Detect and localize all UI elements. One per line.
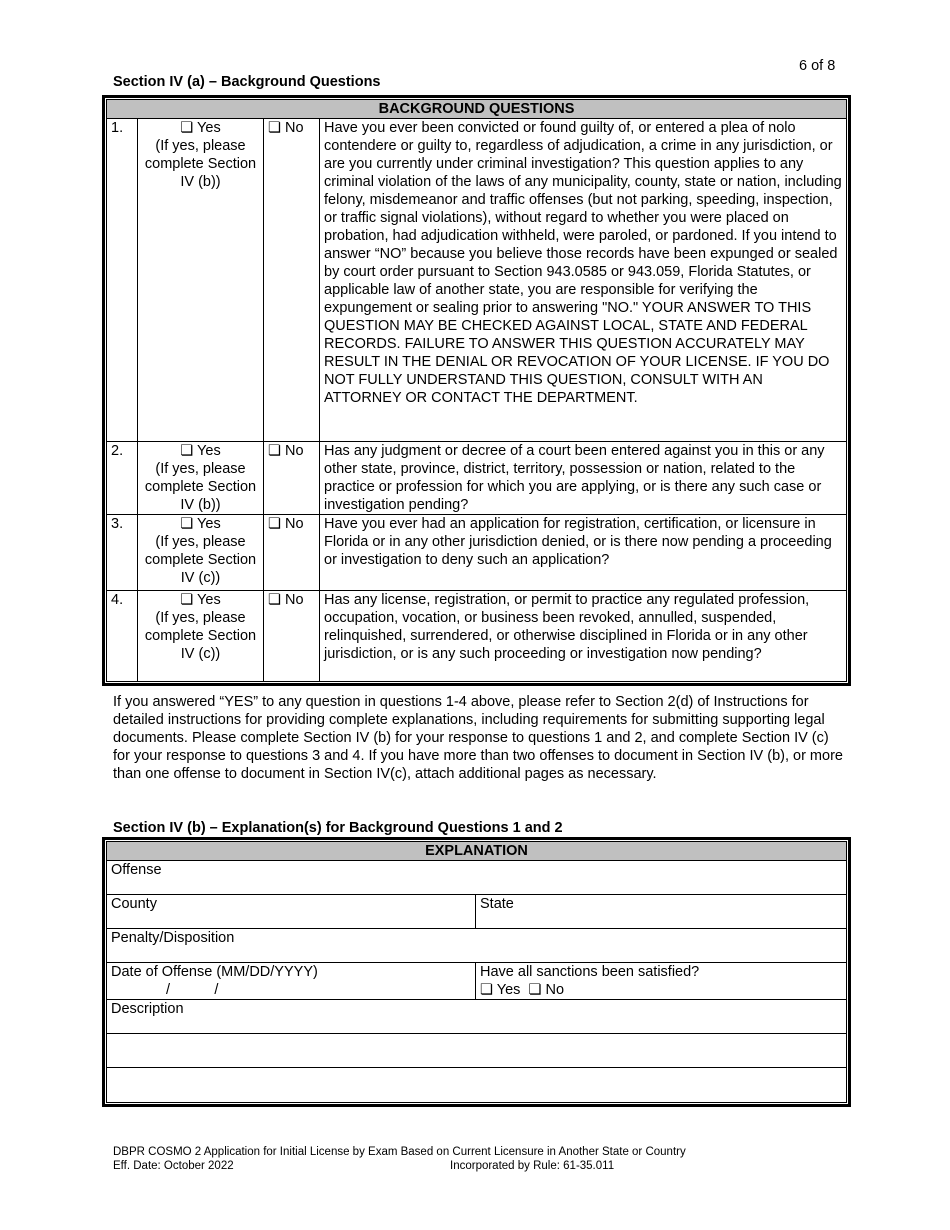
question-row — [107, 119, 847, 442]
question-number: 3. — [107, 515, 138, 591]
no-cell — [264, 591, 320, 682]
question-row — [107, 591, 847, 682]
county-field[interactable] — [107, 895, 476, 929]
sanctions-label: Have all sanctions been satisfied? — [480, 964, 700, 980]
page-number: 6 of 8 — [799, 58, 836, 74]
description-line[interactable] — [107, 1068, 847, 1103]
sanctions-no-checkbox[interactable]: ❏ No — [528, 982, 565, 998]
section-b-title: Section IV (b) – Explanation(s) for Background Questions 1 and 2 — [113, 820, 563, 836]
no-cell — [264, 119, 320, 442]
no-checkbox[interactable]: ❏ No — [268, 120, 304, 136]
penalty-field[interactable] — [107, 929, 847, 963]
table-header: BACKGROUND QUESTIONS — [107, 100, 847, 119]
instructions-paragraph: If you answered “YES” to any question in questions 1-4 above, please refer to Section 2(d) of Instructions for detailed instructions for providing complete explanations, including requirements for submitting supporting legal documents. Please complete Section IV (b) for your response to questions 1 and 2, and complete Section IV (c) for your response to questions 3 and 4. If you have more than two offenses to document in Section IV (b), or more than one offense to document in Section IV(c), attach additional pages as necessary. — [113, 694, 843, 782]
penalty-label: Penalty/Disposition — [111, 930, 235, 946]
question-row — [107, 442, 847, 515]
county-label: County — [111, 896, 157, 912]
state-field[interactable] — [476, 895, 847, 929]
sanctions-yes-checkbox[interactable]: ❏ Yes — [480, 982, 521, 998]
footer-form-name: DBPR COSMO 2 Application for Initial License by Exam Based on Current Licensure in Another State or Country — [113, 1146, 686, 1158]
question-text: Have you ever been convicted or found guilty of, or entered a plea of nolo contendere or guilty to, regardless of adjudication, a crime in any jurisdiction, or are you currently under criminal investigation? This question applies to any criminal violation of the laws of any municipality, county, state or nation, including felony, misdemeanor and traffic offenses (but not parking, speeding, inspection, or traffic signal violations), without regard to whether you were placed on probation, had adjudication withheld, were paroled, or pardoned. If you intend to answer “NO” because you believe those records have been expunged or sealed by court order pursuant to Section 943.0585 or 943.059, Florida Statutes, or applicable law of another state, you are responsible for verifying the expungement or sealing prior to answering "NO." YOUR ANSWER TO THIS QUESTION MAY BE CHECKED AGAINST LOCAL, STATE AND FEDERAL RECORDS. FAILURE TO ANSWER THIS QUESTION ACCURATELY MAY RESULT IN THE DENIAL OR REVOCATION OF YOUR LICENSE. IF YOU DO NOT FULLY UNDERSTAND THIS QUESTION, CONSULT WITH AN ATTORNEY OR CONTACT THE DEPARTMENT. — [320, 119, 847, 442]
yes-checkbox[interactable]: ❏ Yes — [180, 120, 221, 136]
yes-note: (If yes, please complete Section IV (c)) — [144, 534, 257, 586]
no-checkbox[interactable]: ❏ No — [268, 592, 304, 608]
question-text: Have you ever had an application for registration, certification, or licensure in Florida or in any other jurisdiction denied, or is there now pending a proceeding or investigation to deny such an application? — [320, 515, 847, 591]
explanation-table — [102, 837, 851, 1107]
yes-cell — [138, 591, 264, 682]
yes-note: (If yes, please complete Section IV (b)) — [144, 138, 257, 190]
yes-cell — [138, 515, 264, 591]
yes-checkbox[interactable]: ❏ Yes — [180, 592, 221, 608]
description-label: Description — [111, 1001, 184, 1017]
yes-cell — [138, 442, 264, 515]
date-label: Date of Offense (MM/DD/YYYY) — [111, 964, 318, 980]
offense-field[interactable] — [107, 861, 847, 895]
yes-checkbox[interactable]: ❏ Yes — [180, 516, 221, 532]
question-number: 1. — [107, 119, 138, 442]
question-number: 2. — [107, 442, 138, 515]
yes-checkbox[interactable]: ❏ Yes — [180, 443, 221, 459]
footer-eff-date: Eff. Date: October 2022 — [113, 1160, 234, 1172]
question-row — [107, 515, 847, 591]
yes-cell — [138, 119, 264, 442]
yes-note: (If yes, please complete Section IV (b)) — [144, 461, 257, 513]
footer-rule: Incorporated by Rule: 61-35.011 — [450, 1160, 615, 1172]
background-questions-table — [102, 95, 851, 686]
description-line[interactable] — [107, 1034, 847, 1068]
question-number: 4. — [107, 591, 138, 682]
question-text: Has any judgment or decree of a court been entered against you in this or any other state, province, district, territory, possession or nation, related to the practice or profession for which you are applying, or is there any such case or investigation pending? — [320, 442, 847, 515]
yes-note: (If yes, please complete Section IV (c)) — [144, 610, 257, 662]
date-slashes: / / — [166, 982, 219, 998]
no-checkbox[interactable]: ❏ No — [268, 516, 304, 532]
no-checkbox[interactable]: ❏ No — [268, 443, 304, 459]
table-header: EXPLANATION — [107, 842, 847, 861]
no-cell — [264, 515, 320, 591]
sanctions-field — [476, 963, 847, 1000]
state-label: State — [480, 896, 514, 912]
date-of-offense-field[interactable] — [107, 963, 476, 1000]
description-field[interactable] — [107, 1000, 847, 1034]
section-a-title: Section IV (a) – Background Questions — [113, 74, 381, 90]
no-cell — [264, 442, 320, 515]
question-text: Has any license, registration, or permit to practice any regulated profession, occupation, vocation, or business been revoked, annulled, suspended, relinquished, surrendered, or otherwise disciplined in Florida or in any other jurisdiction, or is any such proceeding or investigation now pending? — [320, 591, 847, 682]
offense-label: Offense — [111, 862, 162, 878]
